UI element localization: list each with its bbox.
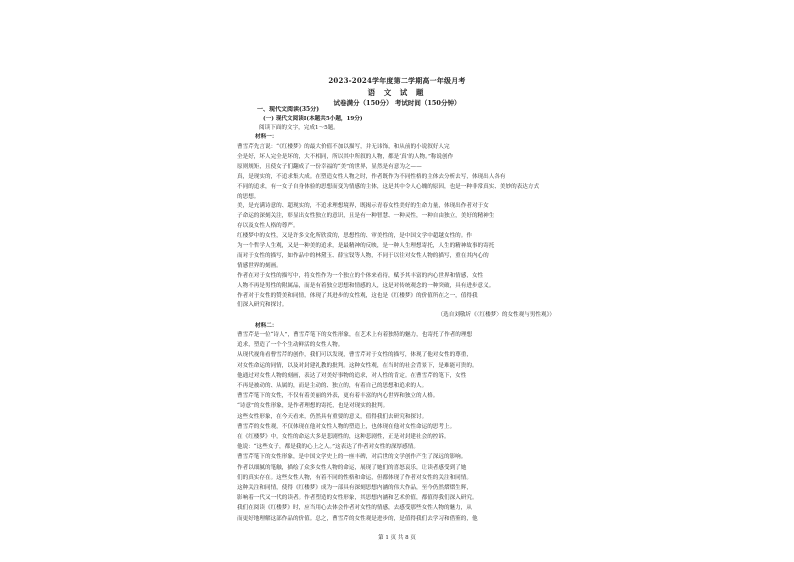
- text-line: 存以及女性人格的尊严。: [237, 223, 299, 230]
- text-line: 而对于女性的描写，如作品中的林黛玉、薛宝钗等人物，不同于以往对女性人物的描写，重在其内心的: [237, 252, 489, 259]
- text-line: 们深入研究和探讨。: [237, 302, 288, 309]
- text-line: 从现代视角看曹雪芹的创作，我们可以发现，曹雪芹对于女性的描写，体现了他对女性的尊重，: [237, 352, 472, 359]
- text-line: 原则规矩，且使女子们翻成了一份幸福的“美”的世界，显然是有意为之——: [237, 163, 422, 170]
- text-line: 曹雪芹笔下的女性形象，是中国文学史上的一座丰碑，对后世的文学创作产生了深远的影响。: [237, 454, 467, 461]
- page-footer: 第 1 页 共 8 页: [378, 535, 416, 541]
- text-line: 子命运的深刻关注，彰显出女性独立的意识，且是有一种智慧、一种灵性，一种自由独立，美好的精神生: [237, 213, 495, 220]
- instruction: 阅读下面的文字，完成1～5题。: [259, 125, 339, 131]
- text-line: 为一个哲学人生观，又是一种美的追求，是最精神的反映，是一种人生理想寄托，人生的精神故事的寄托: [237, 243, 495, 249]
- text-line: 这些女性形象，在今天看来，仍然具有重要的意义，值得我们去研究和探讨。: [237, 413, 428, 420]
- text-line: 美，是充满诗意的、超现实的，不追求理想境界，既揭示青春女性美好的生命力量，体现出作者对于女: [237, 203, 489, 210]
- text-line: 红楼梦中的女性，又是许多文化所欣赏的，思想性的、审美性的，是中国文学中超越女性的。作: [237, 233, 472, 240]
- exam-title: 2023-2024学年度第二学期高一年级月考: [328, 76, 466, 85]
- text-line: 作者对于女性的赞美和同情，体现了其进步的女性观，这也是《红楼梦》的价值所在之一，值得我: [237, 292, 478, 299]
- text-line: 曹雪芹笔下的女性，不仅有着美丽的外表，更有着丰富的内心世界和独立的人格。: [237, 393, 439, 400]
- text-line: 作者以细腻的笔触，描绘了众多女性人物的命运，展现了她们的喜怒哀乐，让读者感受到了她: [237, 464, 467, 471]
- text-line: 追求，塑造了一个个生动鲜活的女性人物。: [237, 342, 344, 349]
- text-line: 情感世界的刻画。: [237, 262, 282, 269]
- text-line: 不再是被动的、从属的，而是主动的、独立的，有着自己的思想和追求的人。: [237, 383, 428, 389]
- exam-info: 试卷满分（150分） 考试时间（150分钟）: [333, 99, 461, 107]
- material2-label: 材料二：: [255, 323, 278, 329]
- text-line: 他通过对女性人物的刻画，表达了对美好事物的追求，对人性的肯定。在曹雪芹的笔下，女性: [237, 372, 467, 379]
- section-heading: 一、现代文阅读(35分): [257, 106, 320, 113]
- material1-label: 材料一：: [255, 134, 278, 140]
- text-line: 作者在对于女性的描写中，将女性作为一个独立的个体来看待，赋予其丰富的内心世界和情感，女性: [237, 272, 484, 279]
- text-line: 他说：“这些女子，都是我的心上之人。”这表达了作者对女性的深厚感情。: [237, 444, 419, 451]
- text-line: 们的真实存在。这些女性人物，有着不同的性格和命运，但都体现了作者对女性的关注和同情。: [237, 474, 472, 481]
- text-line: 对女性命运的同情，以及对封建礼教的批判。这种女性观，在当时的社会背景下，是难能可贵的。: [237, 362, 478, 369]
- material1-source: （选自刘敬圻《〈红楼梦〉的女性观与男性观》）: [437, 312, 555, 318]
- subject-title: 语 文 试 题: [367, 88, 427, 97]
- text-line: 曹雪芹先言说：“《红楼梦》的最大价值不加以描写，并无讳饰，和从前的小说叙好人完: [237, 144, 450, 150]
- text-line: 而更好地理解这部作品的价值。总之，曹雪芹的女性观是进步的，是值得我们去学习和借鉴的，他: [237, 515, 478, 522]
- text-line: 我们在阅读《红楼梦》时，应当用心去体会作者对女性的情感，去感受那些女性人物的魅力，从: [237, 505, 472, 512]
- text-line: 的思想。: [237, 193, 260, 200]
- text-line: 曹雪芹是一位“诗人”，曹雪芹笔下的女性形象，在艺术上有着独特的魅力，也寄托了作者的理想: [237, 332, 473, 338]
- text-line: 真，是现实的，不追求集大成。在塑造女性人物之时，作者既作为不同性格的主体去分析去写，体现出人各有: [237, 173, 506, 180]
- sub-section-heading: (一) 现代文阅读I(本题共5小题，19分): [263, 116, 363, 122]
- text-line: 这种关注和同情，使得《红楼梦》成为一部具有深刻思想内涵的伟大作品，至今仍然熠熠生辉，: [237, 485, 472, 491]
- text-line: “诗意”的女性形象，是作者理想的寄托，也是对现实的批判。: [237, 403, 389, 410]
- text-line: 人物不再是男性的附属品，而是有着独立思想和情感的人，这是对传统观念的一种突破，具有进步意义。: [237, 282, 495, 289]
- text-line: 影响着一代又一代的读者。作者塑造的女性形象，其思想内涵和艺术价值，都值得我们深入研究。: [237, 495, 478, 502]
- text-line: 在《红楼梦》中，女性的命运大多是悲剧性的，这种悲剧性，正是对封建社会的控诉。: [237, 434, 450, 440]
- text-line: 曹雪芹的女性观，不仅体现在他对女性人物的塑造上，也体现在他对女性命运的思考上。: [237, 423, 456, 430]
- text-line: 不同的追求，有一女子自身体验的思想而变为情感的主体，这是其中令人心魄的原因，也是一种非常真实、美妙的表达方式: [237, 183, 540, 190]
- text-line: 全是好，坏人完全是坏的，大不相同，所以其中所叙的人物，都是‘真’的人物。”称说创作: [237, 153, 454, 160]
